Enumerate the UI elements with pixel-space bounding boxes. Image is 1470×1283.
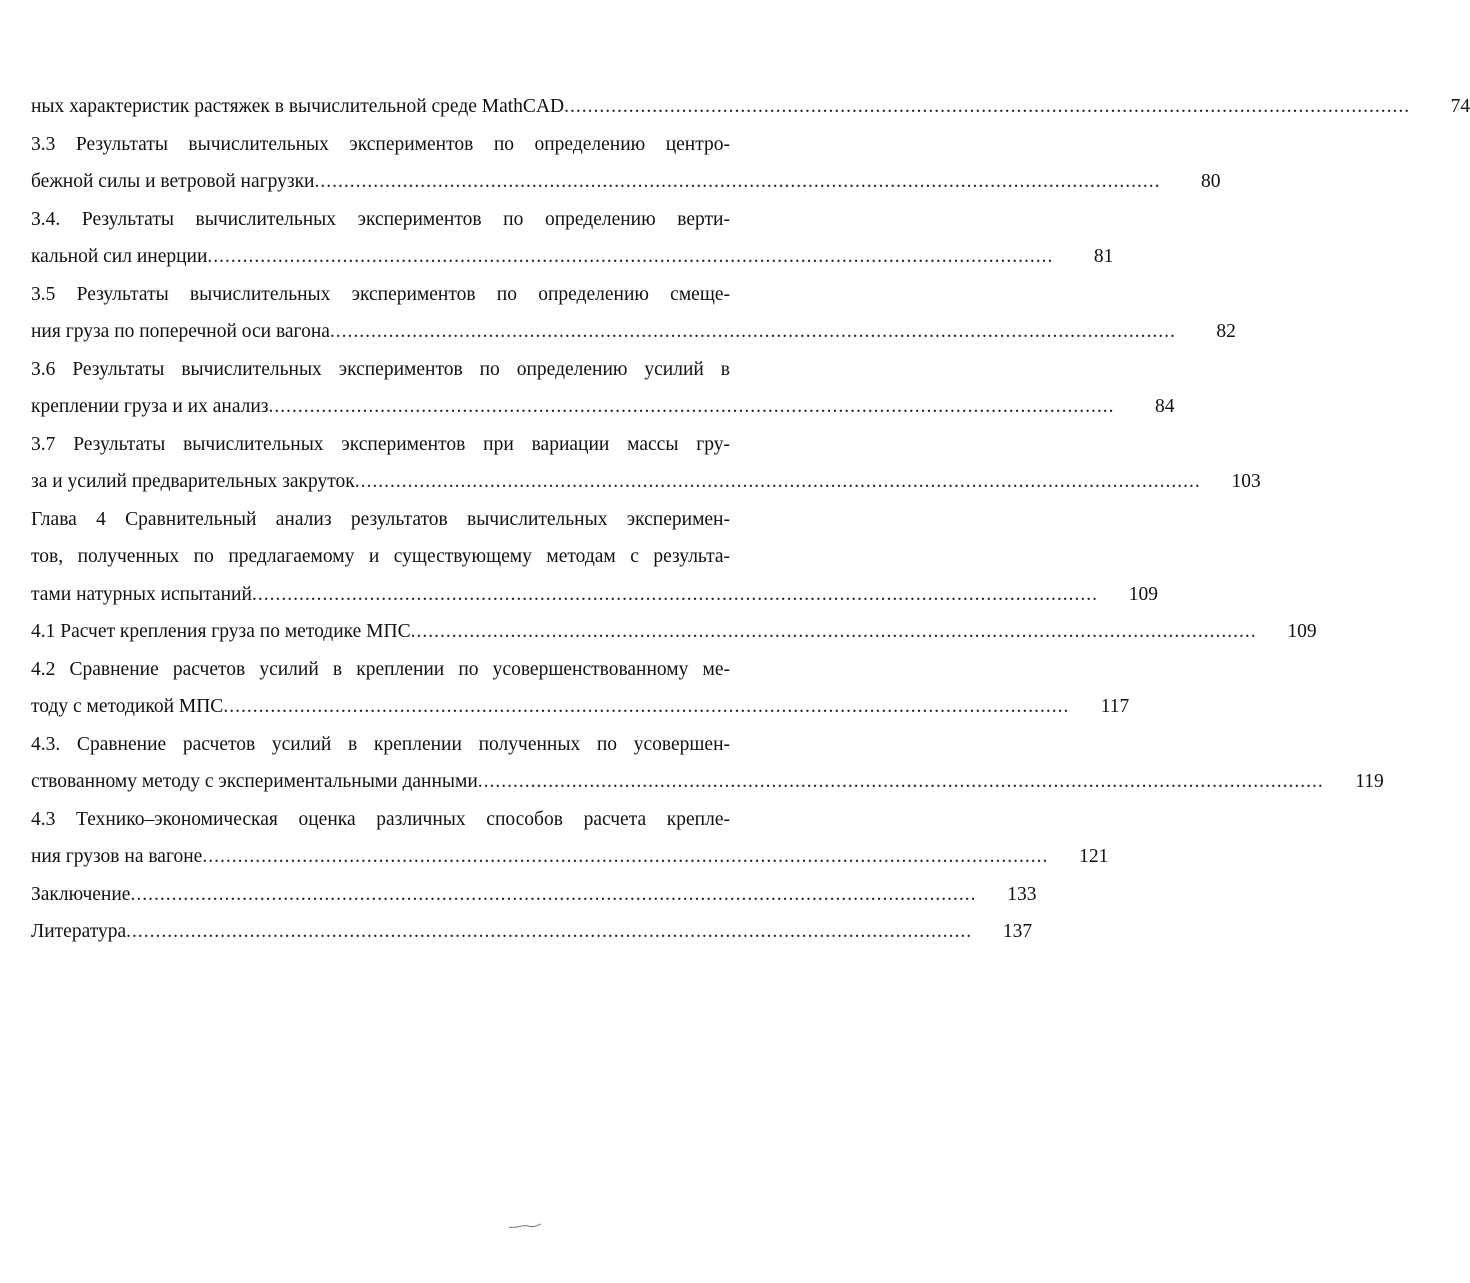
- toc-page-number: 74: [1450, 96, 1470, 117]
- toc-entry-text-line: 4.3 Технико–экономическая оценка различных способов расчета крепле-: [31, 808, 730, 830]
- toc-entry-last-line: [31, 463, 1261, 501]
- dot-leader: [223, 688, 1069, 726]
- dot-leader: [269, 388, 1115, 426]
- toc-entry: [31, 501, 1158, 614]
- toc-entry-title: ния грузов на вагоне: [31, 846, 203, 867]
- toc-entry-title: тоду с методикой МПС: [31, 696, 224, 717]
- toc-entry-last-line: [31, 576, 1158, 614]
- toc-page-number: 82: [1216, 321, 1236, 342]
- toc-entry-last-line: [31, 913, 1033, 951]
- toc-page-number: 84: [1155, 396, 1175, 417]
- toc-page-number: 133: [1007, 883, 1037, 905]
- toc-entry: [31, 801, 1109, 876]
- toc-entry: [31, 651, 1130, 726]
- dot-leader: [355, 463, 1201, 501]
- toc-entry-title: 4.1 Расчет крепления груза по методике МПС: [31, 621, 411, 642]
- toc-entry-last-line: [31, 313, 1236, 351]
- toc-entry-last-line: [31, 238, 1114, 276]
- dot-leader: [564, 88, 1410, 126]
- toc-entry-text-line: 4.3. Сравнение расчетов усилий в креплении полученных по усовершен-: [31, 733, 730, 755]
- toc-page-number: 81: [1093, 246, 1114, 267]
- toc-entry-last-line: [31, 163, 1221, 201]
- toc-page-number: 117: [1100, 696, 1130, 717]
- dot-leader: [411, 613, 1257, 651]
- toc-entry-title: ных характеристик растяжек в вычислительной среде MathCAD: [31, 96, 565, 117]
- dot-leader: [252, 576, 1098, 614]
- toc-entry-text-line: 3.4. Результаты вычислительных экспериментов по определению верти-: [31, 208, 730, 230]
- toc-page-number: 103: [1231, 471, 1261, 492]
- toc-entry-last-line: [31, 388, 1175, 426]
- toc-entry-text-line: 3.7 Результаты вычислительных экспериментов при вариации массы гру-: [31, 433, 730, 455]
- toc-entry: [31, 126, 1221, 201]
- toc-entry: [31, 913, 1033, 951]
- dot-leader: [478, 763, 1324, 801]
- toc-entry-text-line: 3.5 Результаты вычислительных экспериментов по определению смеще-: [31, 283, 730, 305]
- toc-entry-last-line: [31, 838, 1109, 876]
- dot-leader: [207, 238, 1053, 276]
- toc-entry-title: кальной сил инерции: [31, 246, 208, 267]
- toc-page-number: 119: [1355, 771, 1384, 792]
- toc-entry-last-line: [31, 763, 1384, 801]
- toc-entry-last-line: [31, 876, 1037, 914]
- toc-entry-title: ствованному методу с экспериментальными данными: [31, 771, 478, 792]
- toc-entry: [31, 726, 1384, 801]
- toc-entry-title: Литература: [31, 921, 127, 942]
- toc-page-number: 109: [1128, 583, 1158, 605]
- toc-entry: [31, 613, 1317, 651]
- toc-page-number: 121: [1079, 846, 1109, 867]
- toc-entry: [31, 276, 1236, 351]
- toc-entry: [31, 426, 1261, 501]
- toc-entry-title: Заключение: [31, 883, 131, 905]
- dot-leader: [130, 876, 976, 914]
- dot-leader: [330, 313, 1176, 351]
- toc-entry-title: за и усилий предварительных закруток: [31, 471, 355, 492]
- toc-entry-text-line: 4.2 Сравнение расчетов усилий в креплении по усовершенствованному ме-: [31, 658, 730, 680]
- toc-entry-last-line: [31, 688, 1130, 726]
- toc-entry-title: тами натурных испытаний: [31, 583, 252, 605]
- toc-page-number: 109: [1287, 621, 1317, 642]
- toc-entry-title: бежной силы и ветровой нагрузки: [31, 171, 315, 192]
- ink-mark: [508, 1222, 542, 1230]
- dot-leader: [126, 913, 972, 951]
- toc-entry: [31, 351, 1175, 426]
- dot-leader: [314, 163, 1160, 201]
- toc-entry-last-line: [31, 88, 1470, 126]
- toc-entry-text-line: 3.6 Результаты вычислительных экспериментов по определению усилий в: [31, 358, 730, 380]
- toc-entry: [31, 876, 1037, 914]
- dot-leader: [202, 838, 1048, 876]
- toc-entry-text-line: 3.3 Результаты вычислительных экспериментов по определению центро-: [31, 133, 730, 155]
- toc-entry-text-line: Глава 4 Сравнительный анализ результатов вычислительных эксперимен-: [31, 508, 730, 530]
- toc-entry-last-line: [31, 613, 1317, 651]
- toc-entry: [31, 201, 1114, 276]
- toc-page-number: 80: [1200, 171, 1221, 192]
- table-of-contents: [31, 88, 1470, 951]
- toc-entry-text-line: тов, полученных по предлагаемому и существующему методам с результа-: [31, 546, 730, 567]
- toc-page-number: 137: [1002, 921, 1033, 942]
- toc-entry-title: ния груза по поперечной оси вагона: [31, 321, 330, 342]
- toc-entry-title: креплении груза и их анализ: [31, 396, 269, 417]
- toc-entry: [31, 88, 1470, 126]
